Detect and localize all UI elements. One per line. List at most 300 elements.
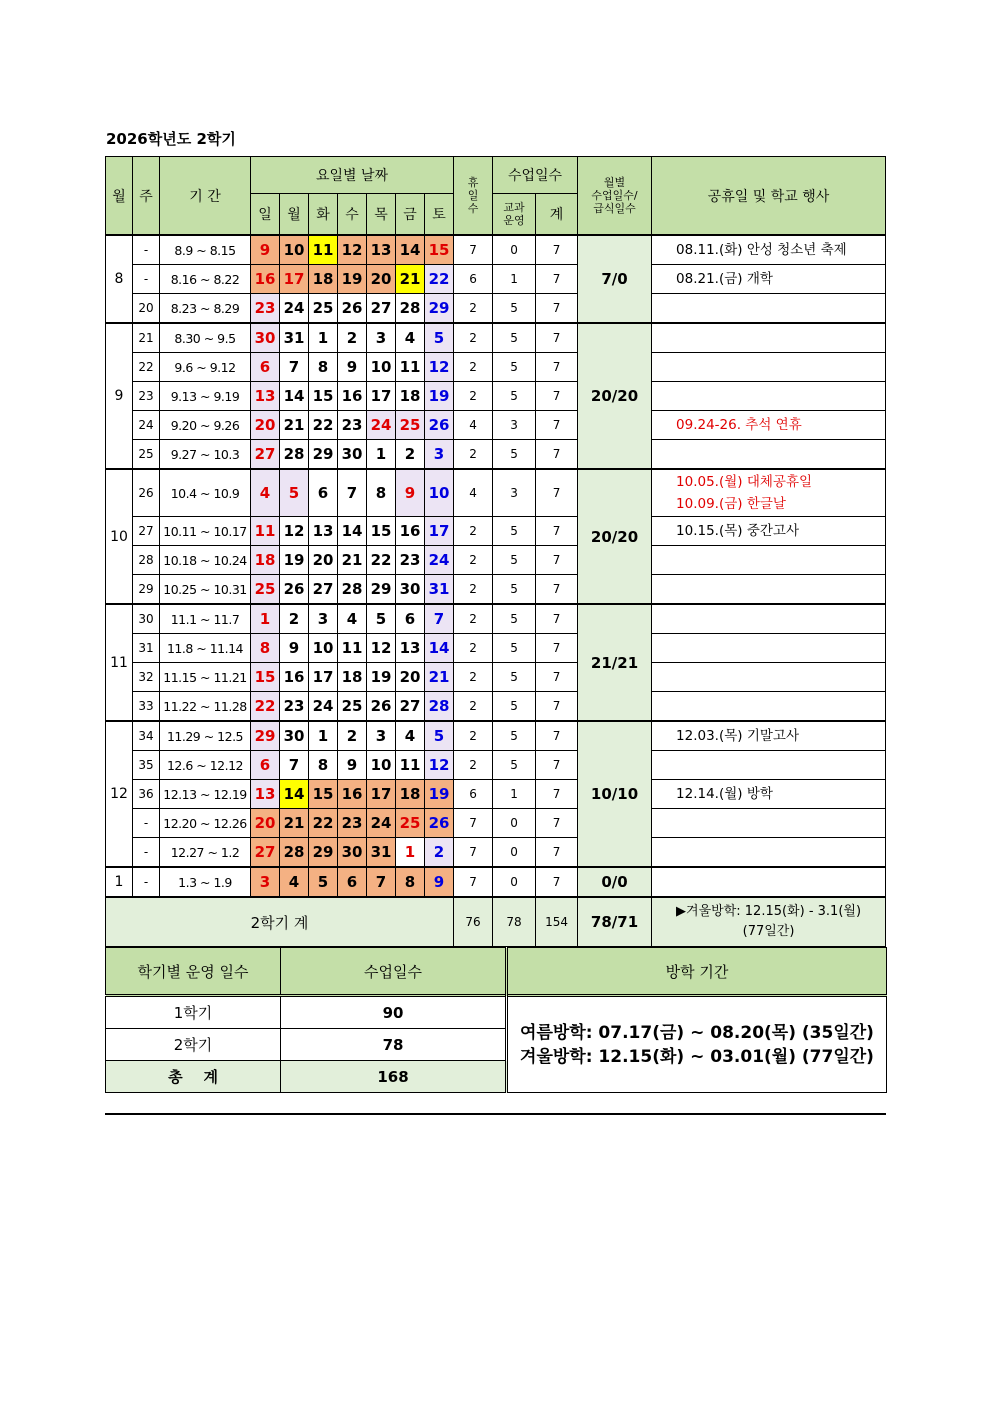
event-cell	[652, 867, 886, 897]
week-number: 30	[133, 604, 160, 634]
date-cell: 23	[280, 692, 309, 722]
date-cell: 1	[251, 604, 280, 634]
date-cell: 9	[396, 469, 425, 517]
week-number: -	[133, 235, 160, 265]
date-cell: 13	[309, 517, 338, 546]
date-cell: 23	[396, 546, 425, 575]
week-period: 12.20 ~ 12.26	[160, 809, 251, 838]
event-cell	[652, 838, 886, 868]
header-events: 공휴일 및 학교 행사	[652, 157, 886, 236]
header-month: 월	[106, 157, 133, 236]
date-cell: 29	[309, 440, 338, 470]
date-cell: 16	[280, 663, 309, 692]
header-day-0: 일	[251, 194, 280, 236]
event-cell	[652, 382, 886, 411]
holiday-count: 2	[454, 382, 493, 411]
date-cell: 17	[280, 265, 309, 294]
subject-days: 5	[493, 663, 536, 692]
week-number: 36	[133, 780, 160, 809]
event-cell	[652, 692, 886, 722]
date-cell: 7	[280, 751, 309, 780]
summary-row-value: 78	[281, 1029, 507, 1061]
date-cell: 25	[396, 411, 425, 440]
header-week: 주	[133, 157, 160, 236]
date-cell: 23	[338, 809, 367, 838]
date-cell: 15	[309, 780, 338, 809]
week-period: 1.3 ~ 1.9	[160, 867, 251, 897]
date-cell: 17	[367, 382, 396, 411]
date-cell: 25	[338, 692, 367, 722]
date-cell: 13	[367, 235, 396, 265]
date-cell: 18	[309, 265, 338, 294]
event-cell	[652, 809, 886, 838]
holiday-count: 2	[454, 663, 493, 692]
date-cell: 30	[338, 838, 367, 868]
header-day-5: 금	[396, 194, 425, 236]
date-cell: 4	[396, 323, 425, 353]
week-period: 11.8 ~ 11.14	[160, 634, 251, 663]
total-days: 7	[536, 692, 578, 722]
week-period: 9.13 ~ 9.19	[160, 382, 251, 411]
holiday-count: 2	[454, 575, 493, 605]
date-cell: 6	[396, 604, 425, 634]
date-cell: 7	[367, 867, 396, 897]
date-cell: 21	[280, 809, 309, 838]
date-cell: 18	[396, 780, 425, 809]
date-cell: 26	[425, 809, 454, 838]
header-period: 기 간	[160, 157, 251, 236]
date-cell: 4	[338, 604, 367, 634]
month-label: 12	[106, 721, 133, 867]
holiday-count: 2	[454, 634, 493, 663]
header-day-2: 화	[309, 194, 338, 236]
date-cell: 17	[367, 780, 396, 809]
date-cell: 6	[251, 353, 280, 382]
date-cell: 3	[367, 323, 396, 353]
date-cell: 8	[396, 867, 425, 897]
subject-days: 5	[493, 294, 536, 324]
date-cell: 18	[338, 663, 367, 692]
monthly-days: 0/0	[578, 867, 652, 897]
subject-days: 0	[493, 838, 536, 868]
week-number: 20	[133, 294, 160, 324]
subject-days: 0	[493, 867, 536, 897]
event-cell	[652, 634, 886, 663]
week-number: 21	[133, 323, 160, 353]
event-cell	[652, 575, 886, 605]
total-days: 7	[536, 751, 578, 780]
summary-row-label: 총 계	[106, 1061, 281, 1093]
date-cell: 22	[367, 546, 396, 575]
monthly-days: 21/21	[578, 604, 652, 721]
monthly-days: 20/20	[578, 323, 652, 469]
date-cell: 10	[367, 751, 396, 780]
holiday-count: 2	[454, 751, 493, 780]
event-cell	[652, 294, 886, 324]
total-days: 7	[536, 235, 578, 265]
date-cell: 31	[280, 323, 309, 353]
date-cell: 21	[425, 663, 454, 692]
winter-vacation-note: ▶겨울방학: 12.15(화) - 3.1(월) (77일간)	[652, 897, 886, 947]
week-number: 33	[133, 692, 160, 722]
week-period: 11.29 ~ 12.5	[160, 721, 251, 751]
event-cell	[652, 604, 886, 634]
date-cell: 2	[425, 838, 454, 868]
date-cell: 30	[251, 323, 280, 353]
holiday-count: 6	[454, 780, 493, 809]
subject-days: 5	[493, 382, 536, 411]
subject-days: 5	[493, 575, 536, 605]
date-cell: 20	[396, 663, 425, 692]
week-period: 8.30 ~ 9.5	[160, 323, 251, 353]
date-cell: 11	[251, 517, 280, 546]
week-number: 24	[133, 411, 160, 440]
total-days: 7	[536, 546, 578, 575]
date-cell: 8	[309, 751, 338, 780]
date-cell: 25	[309, 294, 338, 324]
event-cell	[652, 546, 886, 575]
subject-days: 5	[493, 517, 536, 546]
date-cell: 17	[309, 663, 338, 692]
event-cell	[652, 265, 886, 294]
week-number: 27	[133, 517, 160, 546]
date-cell: 16	[338, 780, 367, 809]
date-cell: 11	[309, 235, 338, 265]
date-cell: 22	[251, 692, 280, 722]
week-period: 10.18 ~ 10.24	[160, 546, 251, 575]
event-text: 12.03.(목) 기말고사	[676, 728, 800, 744]
header-holidays: 휴 일 수	[454, 157, 493, 236]
summary-row-value: 168	[281, 1061, 507, 1093]
week-number: 35	[133, 751, 160, 780]
subject-days: 5	[493, 721, 536, 751]
date-cell: 8	[367, 469, 396, 517]
semester-total-holidays: 76	[454, 897, 493, 947]
date-cell: 9	[425, 867, 454, 897]
date-cell: 8	[251, 634, 280, 663]
date-cell: 12	[338, 235, 367, 265]
date-cell: 14	[396, 235, 425, 265]
header-day-4: 목	[367, 194, 396, 236]
date-cell: 29	[425, 294, 454, 324]
holiday-count: 2	[454, 517, 493, 546]
date-cell: 12	[367, 634, 396, 663]
date-cell: 22	[309, 809, 338, 838]
week-number: 34	[133, 721, 160, 751]
calendar-table	[105, 156, 886, 947]
date-cell: 7	[425, 604, 454, 634]
week-period: 12.6 ~ 12.12	[160, 751, 251, 780]
total-days: 7	[536, 411, 578, 440]
event-cell	[652, 235, 886, 265]
date-cell: 27	[251, 838, 280, 868]
total-days: 7	[536, 265, 578, 294]
total-days: 7	[536, 780, 578, 809]
header-total: 계	[536, 194, 578, 236]
week-period: 9.27 ~ 10.3	[160, 440, 251, 470]
total-days: 7	[536, 634, 578, 663]
event-text: 10.05.(월) 대체공휴일	[676, 474, 813, 490]
date-cell: 19	[425, 780, 454, 809]
date-cell: 28	[280, 440, 309, 470]
date-cell: 21	[396, 265, 425, 294]
date-cell: 20	[309, 546, 338, 575]
header-subject-ops: 교과 운영	[493, 194, 536, 236]
header-day-3: 수	[338, 194, 367, 236]
total-days: 7	[536, 809, 578, 838]
date-cell: 24	[367, 411, 396, 440]
week-period: 11.15 ~ 11.21	[160, 663, 251, 692]
date-cell: 31	[367, 838, 396, 868]
date-cell: 3	[309, 604, 338, 634]
summary-header-vacation: 방학 기간	[507, 948, 887, 996]
month-label: 1	[106, 867, 133, 897]
subject-days: 5	[493, 323, 536, 353]
week-period: 11.22 ~ 11.28	[160, 692, 251, 722]
date-cell: 24	[425, 546, 454, 575]
date-cell: 20	[251, 809, 280, 838]
date-cell: 16	[251, 265, 280, 294]
date-cell: 28	[338, 575, 367, 605]
date-cell: 9	[338, 751, 367, 780]
semester-total-subject: 78	[493, 897, 536, 947]
holiday-count: 6	[454, 265, 493, 294]
week-period: 10.25 ~ 10.31	[160, 575, 251, 605]
header-day-6: 토	[425, 194, 454, 236]
holiday-count: 2	[454, 604, 493, 634]
date-cell: 12	[280, 517, 309, 546]
event-cell	[652, 780, 886, 809]
date-cell: 5	[425, 323, 454, 353]
date-cell: 26	[425, 411, 454, 440]
date-cell: 16	[338, 382, 367, 411]
date-cell: 14	[338, 517, 367, 546]
week-period: 11.1 ~ 11.7	[160, 604, 251, 634]
date-cell: 29	[309, 838, 338, 868]
date-cell: 27	[309, 575, 338, 605]
date-cell: 4	[280, 867, 309, 897]
holiday-count: 2	[454, 440, 493, 470]
date-cell: 21	[338, 546, 367, 575]
date-cell: 10	[425, 469, 454, 517]
date-cell: 29	[367, 575, 396, 605]
date-cell: 10	[280, 235, 309, 265]
date-cell: 15	[251, 663, 280, 692]
event-cell	[652, 440, 886, 470]
date-cell: 19	[367, 663, 396, 692]
holiday-count: 2	[454, 721, 493, 751]
date-cell: 3	[367, 721, 396, 751]
month-label: 9	[106, 323, 133, 469]
holiday-count: 7	[454, 809, 493, 838]
date-cell: 1	[396, 838, 425, 868]
week-period: 8.23 ~ 8.29	[160, 294, 251, 324]
monthly-days: 20/20	[578, 469, 652, 604]
date-cell: 20	[251, 411, 280, 440]
summary-header-ops: 학기별 운영 일수	[106, 948, 281, 996]
week-period: 10.4 ~ 10.9	[160, 469, 251, 517]
total-days: 7	[536, 382, 578, 411]
week-period: 9.20 ~ 9.26	[160, 411, 251, 440]
date-cell: 11	[396, 353, 425, 382]
week-number: 22	[133, 353, 160, 382]
date-cell: 10	[367, 353, 396, 382]
semester-total-monthly: 78/71	[578, 897, 652, 947]
week-number: 28	[133, 546, 160, 575]
holiday-count: 2	[454, 353, 493, 382]
month-label: 8	[106, 235, 133, 323]
date-cell: 26	[338, 294, 367, 324]
date-cell: 5	[425, 721, 454, 751]
date-cell: 2	[338, 323, 367, 353]
date-cell: 28	[425, 692, 454, 722]
total-days: 7	[536, 323, 578, 353]
event-cell	[652, 517, 886, 546]
date-cell: 30	[396, 575, 425, 605]
date-cell: 6	[338, 867, 367, 897]
date-cell: 2	[338, 721, 367, 751]
header-class-days: 수업일수	[493, 157, 578, 194]
date-cell: 5	[309, 867, 338, 897]
total-days: 7	[536, 867, 578, 897]
week-period: 8.16 ~ 8.22	[160, 265, 251, 294]
week-number: -	[133, 265, 160, 294]
vacation-periods	[507, 996, 887, 1093]
date-cell: 26	[367, 692, 396, 722]
date-cell: 1	[309, 721, 338, 751]
date-cell: 7	[280, 353, 309, 382]
date-cell: 12	[425, 751, 454, 780]
date-cell: 19	[280, 546, 309, 575]
header-monthly: 월별 수업일수/ 급식일수	[578, 157, 652, 236]
date-cell: 11	[338, 634, 367, 663]
holiday-count: 7	[454, 838, 493, 868]
total-days: 7	[536, 604, 578, 634]
total-days: 7	[536, 838, 578, 868]
date-cell: 15	[425, 235, 454, 265]
subject-days: 5	[493, 751, 536, 780]
date-cell: 2	[280, 604, 309, 634]
event-cell	[652, 721, 886, 751]
event-cell	[652, 411, 886, 440]
date-cell: 19	[338, 265, 367, 294]
subject-days: 1	[493, 780, 536, 809]
subject-days: 5	[493, 692, 536, 722]
subject-days: 5	[493, 634, 536, 663]
holiday-count: 4	[454, 411, 493, 440]
subject-days: 5	[493, 546, 536, 575]
week-period: 9.6 ~ 9.12	[160, 353, 251, 382]
date-cell: 9	[251, 235, 280, 265]
event-text: 09.24-26. 추석 연휴	[676, 417, 802, 433]
event-cell	[652, 751, 886, 780]
event-text: 10.15.(목) 중간고사	[676, 523, 800, 539]
date-cell: 1	[309, 323, 338, 353]
event-cell	[652, 323, 886, 353]
week-period: 8.9 ~ 8.15	[160, 235, 251, 265]
date-cell: 3	[425, 440, 454, 470]
event-cell	[652, 469, 886, 517]
subject-days: 3	[493, 469, 536, 517]
date-cell: 28	[280, 838, 309, 868]
date-cell: 8	[309, 353, 338, 382]
date-cell: 27	[396, 692, 425, 722]
summary-row-label: 1학기	[106, 996, 281, 1029]
date-cell: 27	[367, 294, 396, 324]
date-cell: 23	[251, 294, 280, 324]
subject-days: 5	[493, 353, 536, 382]
total-days: 7	[536, 440, 578, 470]
date-cell: 18	[251, 546, 280, 575]
subject-days: 5	[493, 604, 536, 634]
winter-vacation: 겨울방학: 12.15(화) ~ 03.01(월) (77일간)	[520, 1046, 874, 1067]
semester-total-days: 154	[536, 897, 578, 947]
date-cell: 11	[396, 751, 425, 780]
total-days: 7	[536, 294, 578, 324]
summary-row-label: 2학기	[106, 1029, 281, 1061]
date-cell: 17	[425, 517, 454, 546]
week-number: 23	[133, 382, 160, 411]
event-cell	[652, 663, 886, 692]
holiday-count: 4	[454, 469, 493, 517]
month-label: 10	[106, 469, 133, 604]
date-cell: 30	[280, 721, 309, 751]
date-cell: 13	[251, 382, 280, 411]
week-number: -	[133, 838, 160, 868]
week-period: 10.11 ~ 10.17	[160, 517, 251, 546]
date-cell: 4	[251, 469, 280, 517]
week-number: 29	[133, 575, 160, 605]
subject-days: 0	[493, 809, 536, 838]
date-cell: 28	[396, 294, 425, 324]
page-title: 2026학년도 2학기	[106, 130, 236, 148]
date-cell: 22	[425, 265, 454, 294]
date-cell: 7	[338, 469, 367, 517]
holiday-count: 2	[454, 294, 493, 324]
total-days: 7	[536, 469, 578, 517]
date-cell: 24	[367, 809, 396, 838]
date-cell: 15	[367, 517, 396, 546]
summer-vacation: 여름방학: 07.17(금) ~ 08.20(목) (35일간)	[520, 1022, 874, 1043]
date-cell: 14	[425, 634, 454, 663]
date-cell: 12	[425, 353, 454, 382]
date-cell: 27	[251, 440, 280, 470]
date-cell: 30	[338, 440, 367, 470]
subject-days: 0	[493, 235, 536, 265]
semester-total-label: 2학기 계	[106, 897, 454, 947]
total-days: 7	[536, 575, 578, 605]
date-cell: 13	[396, 634, 425, 663]
holiday-count: 7	[454, 867, 493, 897]
event-text: 12.14.(월) 방학	[676, 786, 773, 802]
date-cell: 29	[251, 721, 280, 751]
total-days: 7	[536, 517, 578, 546]
date-cell: 31	[425, 575, 454, 605]
date-cell: 5	[280, 469, 309, 517]
date-cell: 14	[280, 382, 309, 411]
summary-row-value: 90	[281, 996, 507, 1029]
week-number: 26	[133, 469, 160, 517]
summary-header-days: 수업일수	[281, 948, 507, 996]
date-cell: 14	[280, 780, 309, 809]
week-number: 31	[133, 634, 160, 663]
bottom-rule	[105, 1113, 886, 1115]
date-cell: 19	[425, 382, 454, 411]
subject-days: 1	[493, 265, 536, 294]
date-cell: 9	[338, 353, 367, 382]
week-number: -	[133, 867, 160, 897]
week-number: 32	[133, 663, 160, 692]
